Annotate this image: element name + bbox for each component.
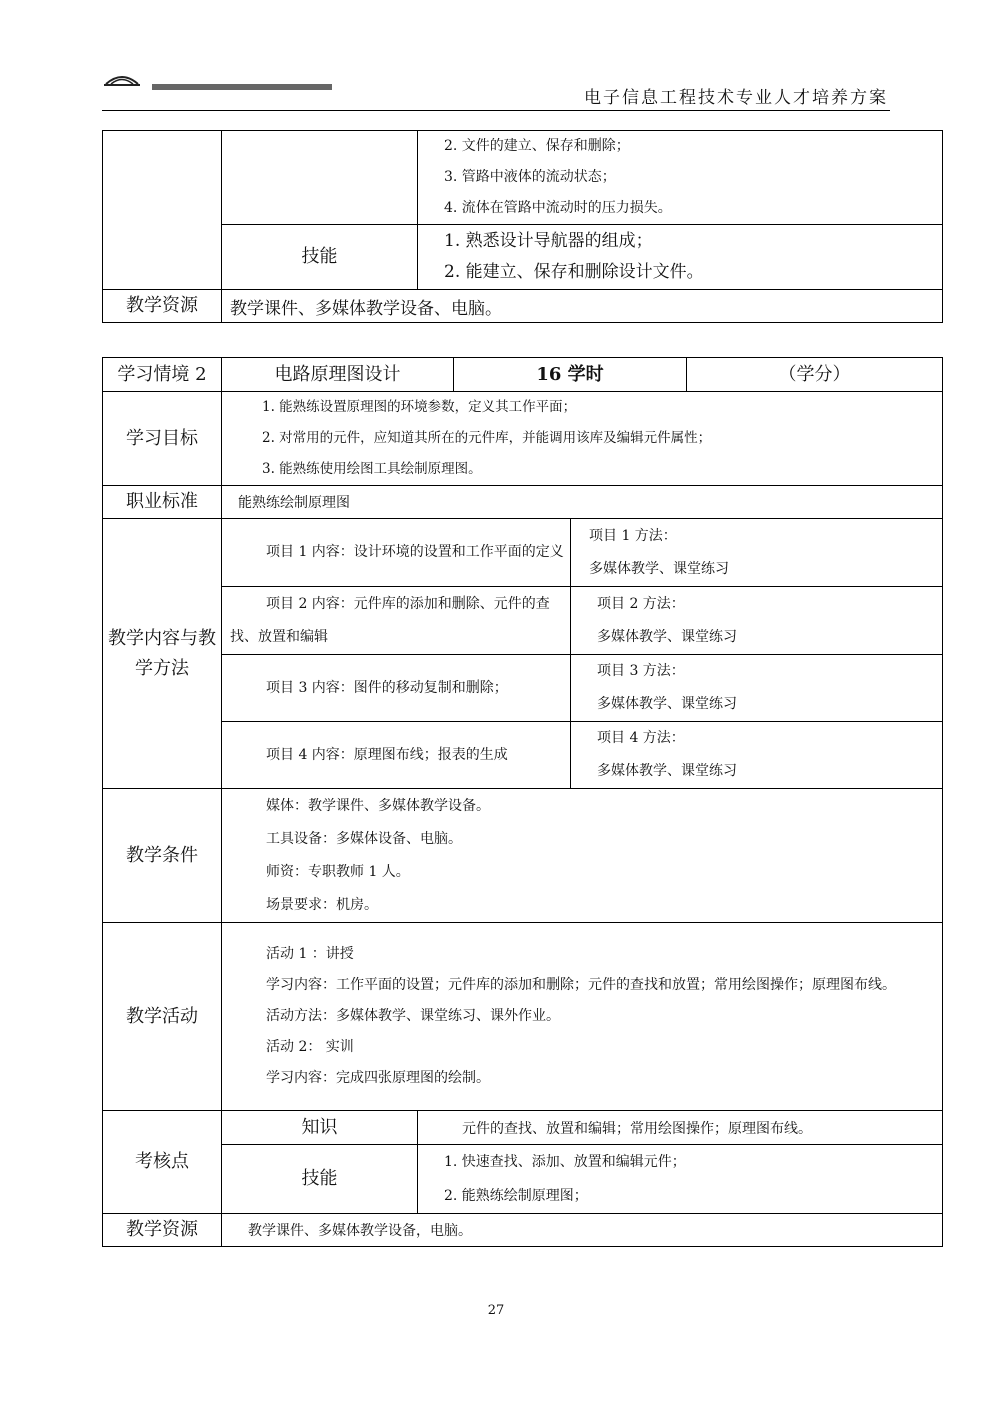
project-method: 多媒体教学、课堂练习 xyxy=(597,763,737,779)
objective-item: 1. 能熟练设置原理图的环境参数，定义其工作平面； xyxy=(262,399,577,415)
hours-value: 16 学时 xyxy=(454,358,687,392)
situation-1-continuation-table xyxy=(102,130,943,323)
project-content: 项目 2 内容：元件库的添加和删除、元件的查找、放置和编辑 xyxy=(230,595,550,645)
project-method: 多媒体教学、课堂练习 xyxy=(597,696,737,712)
project-method-title: 项目 3 方法： xyxy=(597,663,685,679)
knowledge-label-cell xyxy=(222,131,418,225)
knowledge-cell xyxy=(418,131,943,225)
knowledge-line: 4. 流体在管路中流动时的压力损失。 xyxy=(444,200,672,216)
resources-cell xyxy=(222,1214,943,1247)
condition-item: 工具设备：多媒体设备、电脑。 xyxy=(266,830,462,847)
knowledge-line: 2. 文件的建立、保存和删除； xyxy=(444,138,630,154)
school-logo xyxy=(102,70,332,92)
project-method-cell xyxy=(571,655,943,722)
situation-label: 学习情境 2 xyxy=(103,358,222,392)
situation-2-table xyxy=(102,357,943,1247)
objectives-cell xyxy=(222,392,943,486)
project-content-cell xyxy=(222,519,571,587)
skill-label: 技能 xyxy=(222,225,418,290)
activities-cell xyxy=(222,923,943,1111)
project-method: 多媒体教学、课堂练习 xyxy=(589,560,729,577)
activities-label: 教学活动 xyxy=(103,923,222,1111)
project-content-cell xyxy=(222,722,571,789)
project-method-title: 项目 2 方法： xyxy=(597,595,685,612)
activity-line: 活动 2： 实训 xyxy=(266,1039,354,1055)
project-method-title: 项目 1 方法： xyxy=(589,527,677,544)
project-method-cell xyxy=(571,519,943,587)
condition-item: 师资：专职教师 1 人。 xyxy=(266,863,410,880)
skill-cell xyxy=(418,1145,943,1214)
resources-text: 教学课件、多媒体教学设备、电脑。 xyxy=(230,298,502,319)
standard-cell xyxy=(222,486,943,519)
condition-item: 场景要求：机房。 xyxy=(266,896,378,913)
skill-line: 2. 能建立、保存和删除设计文件。 xyxy=(444,262,704,282)
project-content-cell xyxy=(222,587,571,655)
project-content: 项目 1 内容：设计环境的设置和工作平面的定义 xyxy=(266,544,564,560)
objective-item: 2. 对常用的元件，应知道其所在的元件库，并能调用该库及编辑元件属性； xyxy=(262,430,712,446)
skill-cell xyxy=(418,225,943,290)
situation-name: 电路原理图设计 xyxy=(222,358,454,392)
project-content: 项目 3 内容：图件的移动复制和删除； xyxy=(266,679,508,696)
resources-label: 教学资源 xyxy=(103,1214,222,1247)
knowledge-cell xyxy=(418,1111,943,1145)
project-method-cell xyxy=(571,587,943,655)
skill-line: 1. 快速查找、添加、放置和编辑元件； xyxy=(444,1154,686,1170)
skill-line: 1. 熟悉设计导航器的组成； xyxy=(444,231,653,251)
content-method-label xyxy=(103,519,222,789)
continuation-label-cell xyxy=(103,131,222,290)
standard-label: 职业标准 xyxy=(103,486,222,519)
content-method-text: 教学内容与教学方法 xyxy=(108,627,216,679)
resources-label: 教学资源 xyxy=(103,290,222,323)
project-content-cell xyxy=(222,655,571,722)
resources-value: 教学课件、多媒体教学设备，电脑。 xyxy=(248,1223,472,1239)
conditions-label: 教学条件 xyxy=(103,789,222,923)
project-method-cell xyxy=(571,722,943,789)
activity-line: 学习内容：完成四张原理图的绘制。 xyxy=(266,1070,490,1086)
assessment-label: 考核点 xyxy=(103,1111,222,1214)
credits-value: （学分） xyxy=(687,358,943,392)
activity-line: 活动方法：多媒体教学、课堂练习、课外作业。 xyxy=(266,1008,560,1024)
document-title: 电子信息工程技术专业人才培养方案 xyxy=(584,88,888,108)
skill-label: 技能 xyxy=(222,1145,418,1214)
project-method-title: 项目 4 方法： xyxy=(597,730,685,746)
objective-item: 3. 能熟练使用绘图工具绘制原理图。 xyxy=(262,461,482,477)
objectives-label: 学习目标 xyxy=(103,392,222,486)
project-content: 项目 4 内容：原理图布线；报表的生成 xyxy=(266,746,508,763)
condition-item: 媒体：教学课件、多媒体教学设备。 xyxy=(266,797,490,814)
skill-line: 2. 能熟练绘制原理图； xyxy=(444,1188,588,1204)
conditions-cell xyxy=(222,789,943,923)
knowledge-line: 3. 管路中液体的流动状态； xyxy=(444,169,616,185)
activity-line: 活动 1 ：讲授 xyxy=(266,946,354,962)
project-method: 多媒体教学、课堂练习 xyxy=(597,628,737,645)
standard-value: 能熟练绘制原理图 xyxy=(238,495,350,511)
resources-value xyxy=(222,290,943,323)
knowledge-value: 元件的查找、放置和编辑；常用绘图操作；原理图布线。 xyxy=(462,1120,812,1137)
page-header xyxy=(102,68,890,111)
page-number: 27 xyxy=(487,1303,505,1318)
knowledge-label: 知识 xyxy=(222,1111,418,1145)
activity-line: 学习内容：工作平面的设置；元件库的添加和删除；元件的查找和放置；常用绘图操作；原理图布线。 xyxy=(266,977,896,993)
